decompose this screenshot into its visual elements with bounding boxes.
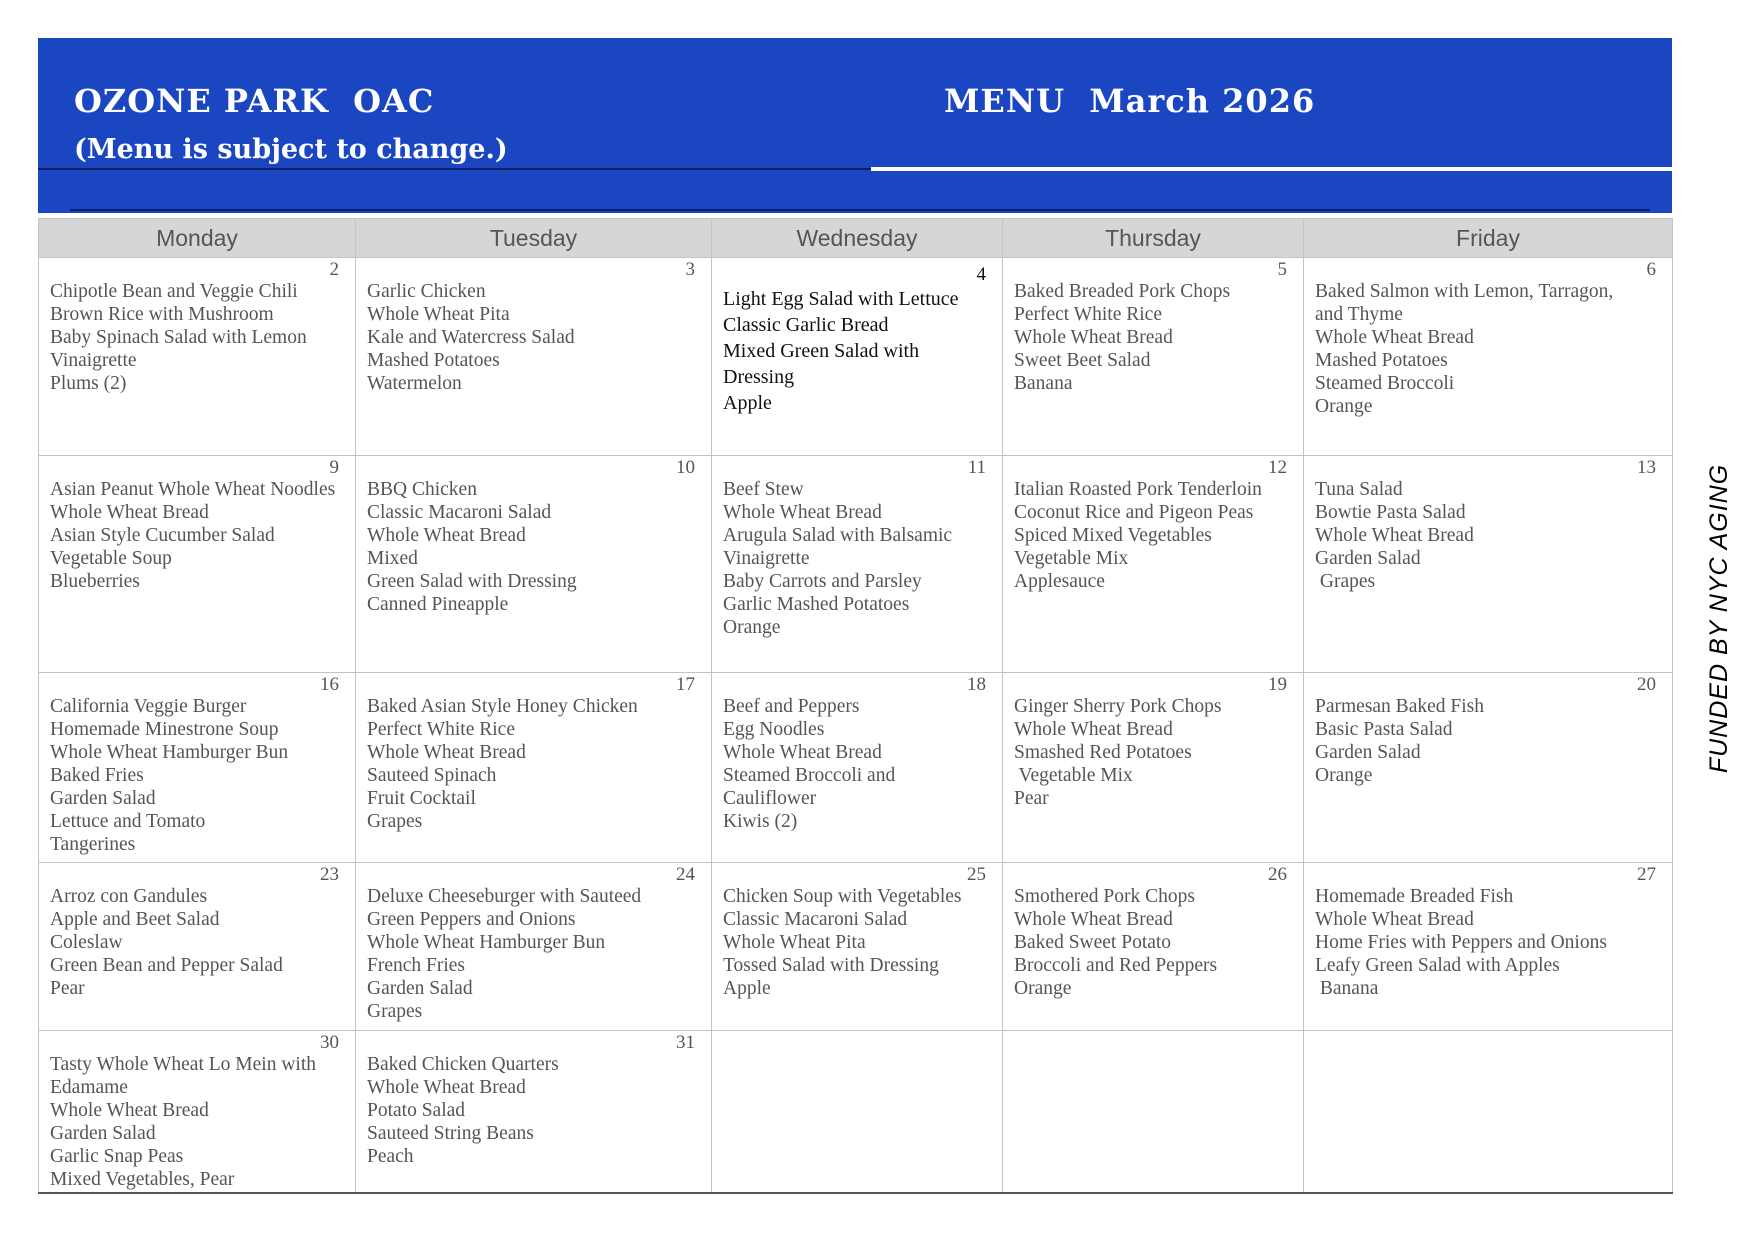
meal-item: Whole Wheat Bread	[723, 742, 882, 763]
meal-item: Apple and Beet Salad	[50, 909, 220, 930]
meal-item: Beef Stew	[723, 479, 804, 500]
meal-item: Homemade Breaded Fish	[1315, 886, 1514, 907]
meal-list	[39, 673, 355, 856]
meal-item: Bowtie Pasta Salad	[1315, 502, 1466, 523]
meal-item: Vegetable Mix	[1014, 765, 1133, 786]
meal-item: Baby Spinach Salad with Lemon	[50, 327, 307, 348]
weekday-monday: Monday	[39, 219, 356, 258]
weekday-tuesday: Tuesday	[356, 219, 712, 258]
day-number: 27	[1637, 864, 1656, 885]
meal-item: Banana	[1315, 978, 1379, 999]
meal-item: Sauteed Spinach	[367, 765, 497, 786]
meal-item: Baked Chicken Quarters	[367, 1054, 559, 1075]
meal-item: Baked Salmon with Lemon, Tarragon,	[1315, 281, 1614, 302]
meal-list	[39, 456, 355, 593]
meal-item: Whole Wheat Pita	[723, 932, 866, 953]
meal-list	[1304, 456, 1672, 593]
day-cell	[1304, 1031, 1673, 1193]
meal-list	[712, 673, 1002, 833]
meal-item: Whole Wheat Bread	[1315, 525, 1474, 546]
meal-list	[1003, 863, 1303, 1000]
day-number: 23	[320, 864, 339, 885]
day-number: 25	[967, 864, 986, 885]
meal-item: Whole Wheat Bread	[367, 742, 526, 763]
day-number: 20	[1637, 674, 1656, 695]
weekday-friday: Friday	[1304, 219, 1673, 258]
meal-item: Fruit Cocktail	[367, 788, 476, 809]
meal-item: Pear	[1014, 788, 1049, 809]
meal-list	[712, 863, 1002, 1000]
day-number: 6	[1646, 259, 1656, 280]
meal-item: Orange	[1315, 765, 1373, 786]
day-number: 16	[320, 674, 339, 695]
meal-list	[712, 258, 1002, 416]
meal-item: Whole Wheat Bread	[367, 525, 526, 546]
banner-rule	[38, 168, 871, 170]
meal-item: Orange	[723, 617, 781, 638]
meal-item: Whole Wheat Bread	[367, 1077, 526, 1098]
meal-item: Apple	[723, 392, 772, 414]
meal-list	[39, 258, 355, 395]
meal-item: Baked Asian Style Honey Chicken	[367, 696, 638, 717]
meal-item: Sauteed String Beans	[367, 1123, 534, 1144]
meal-item: Spiced Mixed Vegetables	[1014, 525, 1212, 546]
meal-item: Coconut Rice and Pigeon Peas	[1014, 502, 1254, 523]
meal-list	[1304, 863, 1672, 1000]
weekday-wednesday: Wednesday	[712, 219, 1003, 258]
meal-item: Whole Wheat Bread	[1315, 909, 1474, 930]
meal-item: Green Bean and Pepper Salad	[50, 955, 283, 976]
day-number: 4	[976, 264, 986, 285]
meal-item: Potato Salad	[367, 1100, 466, 1121]
meal-item: Brown Rice with Mushroom	[50, 304, 274, 325]
day-cell	[1304, 456, 1673, 673]
day-number: 31	[676, 1032, 695, 1053]
meal-item: Chicken Soup with Vegetables	[723, 886, 962, 907]
meal-item: Canned Pineapple	[367, 594, 509, 615]
day-number: 3	[685, 259, 695, 280]
day-number: 26	[1268, 864, 1287, 885]
meal-list	[1003, 673, 1303, 810]
meal-item: Italian Roasted Pork Tenderloin	[1014, 479, 1262, 500]
day-number: 19	[1268, 674, 1287, 695]
banner-rule-white	[871, 167, 1672, 171]
meal-item: Chipotle Bean and Veggie Chili	[50, 281, 298, 302]
day-cell	[356, 456, 712, 673]
meal-item: Cauliflower	[723, 788, 817, 809]
meal-item: Garlic Chicken	[367, 281, 486, 302]
day-cell	[356, 863, 712, 1031]
meal-item: Peach	[367, 1146, 414, 1167]
day-cell	[712, 673, 1003, 863]
meal-item: Deluxe Cheeseburger with Sauteed	[367, 886, 642, 907]
week-row	[39, 456, 1673, 673]
day-cell	[356, 258, 712, 456]
meal-item: Steamed Broccoli	[1315, 373, 1455, 394]
meal-item: Mashed Potatoes	[1315, 350, 1448, 371]
day-number: 18	[967, 674, 986, 695]
day-cell	[39, 673, 356, 863]
meal-item: Smothered Pork Chops	[1014, 886, 1195, 907]
meal-item: Garden Salad	[50, 1123, 156, 1144]
meal-item: Basic Pasta Salad	[1315, 719, 1453, 740]
meal-item: Banana	[1014, 373, 1073, 394]
day-cell	[712, 863, 1003, 1031]
meal-item: Vegetable Soup	[50, 548, 172, 569]
meal-item: Garden Salad	[50, 788, 156, 809]
meal-list	[1003, 258, 1303, 395]
day-number: 11	[967, 457, 986, 478]
meal-list	[356, 673, 711, 833]
meal-item: Asian Peanut Whole Wheat Noodles	[50, 479, 336, 500]
day-cell	[1003, 456, 1304, 673]
meal-item: Tossed Salad with Dressing	[723, 955, 939, 976]
meal-item: Garden Salad	[1315, 742, 1421, 763]
weekday-thursday: Thursday	[1003, 219, 1304, 258]
meal-item: Whole Wheat Bread	[50, 502, 209, 523]
day-cell	[39, 863, 356, 1031]
day-cell	[356, 1031, 712, 1193]
meal-list	[1304, 1031, 1672, 1053]
meal-list	[712, 1031, 1002, 1053]
menu-title: MENU March 2026	[944, 82, 1316, 120]
meal-item: Applesauce	[1014, 571, 1105, 592]
meal-item: Whole Wheat Bread	[1014, 327, 1173, 348]
meal-item: Garden Salad	[367, 978, 473, 999]
meal-list	[356, 1031, 711, 1168]
meal-list	[39, 863, 355, 1000]
day-cell	[39, 258, 356, 456]
meal-item: Arroz con Gandules	[50, 886, 208, 907]
meal-item: Ginger Sherry Pork Chops	[1014, 696, 1222, 717]
day-number: 12	[1268, 457, 1287, 478]
meal-list	[1304, 258, 1672, 418]
day-cell	[356, 673, 712, 863]
meal-item: Whole Wheat Hamburger Bun	[367, 932, 606, 953]
meal-item: Lettuce and Tomato	[50, 811, 206, 832]
weekday-header-row	[39, 219, 1673, 258]
meal-item: Baby Carrots and Parsley	[723, 571, 922, 592]
menu-disclaimer: (Menu is subject to change.)	[74, 134, 508, 165]
meal-item: Leafy Green Salad with Apples	[1315, 955, 1560, 976]
meal-list	[39, 1031, 355, 1191]
meal-item: Orange	[1014, 978, 1072, 999]
day-number: 24	[676, 864, 695, 885]
meal-item: Apple	[723, 978, 771, 999]
meal-item: Mashed Potatoes	[367, 350, 500, 371]
meal-list	[1003, 456, 1303, 593]
day-cell	[1003, 1031, 1304, 1193]
meal-item: Blueberries	[50, 571, 140, 592]
day-cell	[712, 1031, 1003, 1193]
meal-list	[1003, 1031, 1303, 1053]
meal-item: Grapes	[367, 811, 423, 832]
meal-item: Edamame	[50, 1077, 128, 1098]
meal-item: Baked Breaded Pork Chops	[1014, 281, 1231, 302]
meal-item: Asian Style Cucumber Salad	[50, 525, 275, 546]
meal-item: Grapes	[367, 1001, 423, 1022]
meal-item: French Fries	[367, 955, 466, 976]
day-number: 9	[329, 457, 339, 478]
meal-item: Mixed	[367, 548, 418, 569]
meal-item: Arugula Salad with Balsamic	[723, 525, 953, 546]
meal-item: Kiwis (2)	[723, 811, 798, 832]
meal-item: Whole Wheat Bread	[723, 502, 882, 523]
week-row	[39, 1031, 1673, 1193]
meal-item: Garlic Snap Peas	[50, 1146, 184, 1167]
meal-item: Vinaigrette	[50, 350, 137, 371]
meal-item: Green Peppers and Onions	[367, 909, 576, 930]
meal-item: Pear	[50, 978, 85, 999]
day-number: 13	[1637, 457, 1656, 478]
header-banner	[38, 38, 1672, 213]
week-row	[39, 673, 1673, 863]
funding-note	[1700, 448, 1740, 788]
day-number: 5	[1277, 259, 1287, 280]
day-cell	[1304, 863, 1673, 1031]
day-cell	[1304, 673, 1673, 863]
meal-item: Whole Wheat Bread	[1315, 327, 1474, 348]
meal-item: Green Salad with Dressing	[367, 571, 577, 592]
day-cell	[1003, 863, 1304, 1031]
meal-item: Classic Macaroni Salad	[367, 502, 552, 523]
day-number: 2	[329, 259, 339, 280]
meal-item: Classic Macaroni Salad	[723, 909, 908, 930]
meal-item: and Thyme	[1315, 304, 1403, 325]
meal-item: Beef and Peppers	[723, 696, 860, 717]
funding-text: FUNDED BY NYC AGING	[1705, 463, 1734, 773]
meal-item: Baked Sweet Potato	[1014, 932, 1172, 953]
meal-item: Home Fries with Peppers and Onions	[1315, 932, 1607, 953]
meal-item: Vinaigrette	[723, 548, 810, 569]
meal-item: Vegetable Mix	[1014, 548, 1129, 569]
meal-item: Smashed Red Potatoes	[1014, 742, 1192, 763]
meal-item: Homemade Minestrone Soup	[50, 719, 279, 740]
week-row	[39, 258, 1673, 456]
meal-item: Baked Fries	[50, 765, 144, 786]
meal-list	[356, 456, 711, 616]
meal-item: Broccoli and Red Peppers	[1014, 955, 1218, 976]
meal-item: Tuna Salad	[1315, 479, 1403, 500]
meal-list	[356, 258, 711, 395]
day-number: 30	[320, 1032, 339, 1053]
meal-item: Watermelon	[367, 373, 462, 394]
meal-item: Garlic Mashed Potatoes	[723, 594, 910, 615]
banner-rule-bottom	[70, 209, 1650, 211]
meal-item: Coleslaw	[50, 932, 123, 953]
meal-item: Mixed Green Salad with	[723, 340, 920, 362]
meal-item: Steamed Broccoli and	[723, 765, 896, 786]
day-cell	[712, 258, 1003, 456]
day-cell	[1003, 673, 1304, 863]
meal-item: Plums (2)	[50, 373, 127, 394]
week-row	[39, 863, 1673, 1031]
meal-item: Whole Wheat Bread	[1014, 719, 1173, 740]
menu-calendar	[38, 218, 1673, 1194]
meal-list	[356, 863, 711, 1023]
meal-item: Orange	[1315, 396, 1373, 417]
meal-item: Dressing	[723, 366, 795, 388]
meal-item: Whole Wheat Bread	[50, 1100, 209, 1121]
meal-item: Parmesan Baked Fish	[1315, 696, 1484, 717]
meal-item: Whole Wheat Hamburger Bun	[50, 742, 289, 763]
day-number: 17	[676, 674, 695, 695]
day-number: 10	[676, 457, 695, 478]
meal-item: Egg Noodles	[723, 719, 825, 740]
meal-item: Whole Wheat Bread	[1014, 909, 1173, 930]
meal-item: Classic Garlic Bread	[723, 314, 889, 336]
meal-list	[712, 456, 1002, 639]
meal-item: Sweet Beet Salad	[1014, 350, 1151, 371]
meal-item: Garden Salad	[1315, 548, 1421, 569]
meal-list	[1304, 673, 1672, 787]
meal-item: Tasty Whole Wheat Lo Mein with	[50, 1054, 316, 1075]
meal-item: Light Egg Salad with Lettuce	[723, 288, 959, 310]
meal-item: Perfect White Rice	[367, 719, 515, 740]
center-name: OZONE PARK OAC	[74, 82, 435, 120]
meal-item: Grapes	[1315, 571, 1376, 592]
meal-item: BBQ Chicken	[367, 479, 477, 500]
meal-item: Tangerines	[50, 834, 136, 855]
day-cell	[39, 456, 356, 673]
day-cell	[39, 1031, 356, 1193]
day-cell	[1304, 258, 1673, 456]
day-cell	[1003, 258, 1304, 456]
meal-item: Mixed Vegetables, Pear	[50, 1169, 235, 1190]
day-cell	[712, 456, 1003, 673]
meal-item: Perfect White Rice	[1014, 304, 1162, 325]
meal-item: Whole Wheat Pita	[367, 304, 510, 325]
meal-item: California Veggie Burger	[50, 696, 247, 717]
meal-item: Kale and Watercress Salad	[367, 327, 575, 348]
